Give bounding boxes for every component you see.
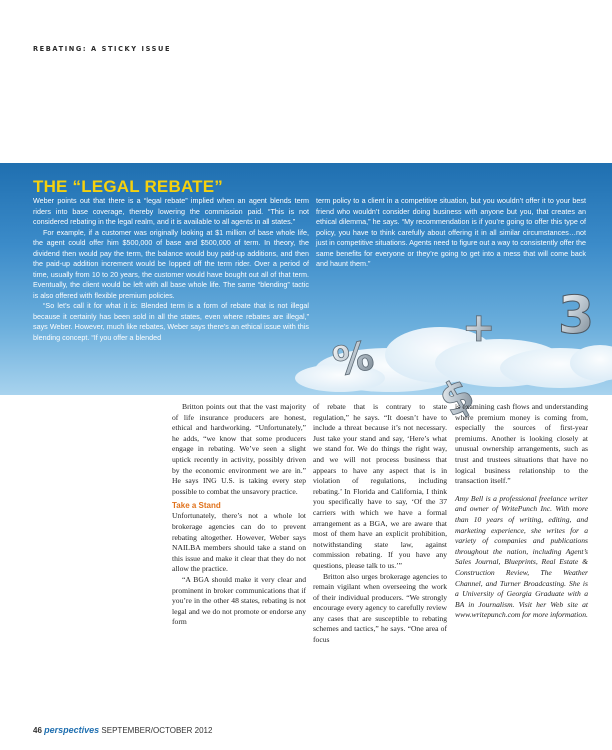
sidebar-paragraph: Weber points out that there is a “legal rebate” implied when an agent blends term riders into base coverage, thereby lowering the commission paid. “This is not considered rebating in the legal realm, and it is available to all agents in all states.” xyxy=(33,196,309,226)
dollar-symbol: $ xyxy=(431,368,484,428)
sidebar-paragraph: term policy to a client in a competitive situation, but you wouldn’t offer it to your best friend who wouldn’t consider doing business with anyone but you, that creates an ethical dilemma,” he says. “My recommendation is if you’re going to offer this type of policy, you have to think carefully about offering it in all similar circumstances…not just in competitive situations. Agents need to figure out a way to consistently offer the same benefits for everyone or they’re going to get into a mess that will come back and haunt them.” xyxy=(316,196,586,268)
body-paragraph: “A BGA should make it very clear and prominent in broker communications that if you’re in the other 48 states, rebating is not legal and we do not promote or endorse any form xyxy=(172,574,306,627)
author-bio: Amy Bell is a professional freelance writer and owner of WritePunch Inc. With more than 10 years of writing, editing, and marketing experience, she writes for a variety of companies and publications throughout the nation, including Agent’s Sales Journal, Blueprints, Real Estate & Construction Review, The Weather Channel, and Turner Broadcasting. She is a University of Georgia Graduate with a BA in Journalism. Visit her Web site at www.writepunch.com for more information. xyxy=(455,493,588,620)
sidebar-paragraph: “So let’s call it for what it is: Blended term is a form of rebate that is not illegal because it certainly has been sold in all the states, even where rebates are illegal,” says Weber. However, much like rebates, Weber says there’s an ethical issue with this blending concept. “If you offer a blended xyxy=(33,301,309,342)
body-paragraph: Britton also urges brokerage agencies to remain vigilant when overseeing the work of their individual producers. “We strongly encourage every agency to carefully review any cases that are susceptible to rebating schemes and tactics,” he says. “One area of focus xyxy=(313,571,447,645)
body-paragraph: Unfortunately, there’s not a whole lot brokerage agencies can do to prevent rebating altogether. However, Weber says NAILBA members should take a stand on this issue and make it clear that they do not allow the practice. xyxy=(172,511,306,574)
issue-date: SEPTEMBER/OCTOBER 2012 xyxy=(101,726,213,735)
subhead-take-a-stand: Take a Stand xyxy=(172,501,221,511)
sidebar-paragraph: For example, if a customer was originally looking at $1 million of base whole life, the agent could offer him $500,000 of base and $500,000 of term. In theory, the dividend then would pay the term, the balance would buy paid-up additions, and then the paid-up addition increment would be lopped off the term rider. Over a period of time, usually from 10 to 20 years, the customer would have bought out all of that term. Eventually, the client would be left with all base whole life. The same “blending” tactic is also offered with flexible premium policies. xyxy=(33,227,309,300)
body-column-2 xyxy=(313,402,447,646)
section-label: REBATING: A STICKY ISSUE xyxy=(33,45,172,53)
body-paragraph: is examining cash flows and understanding where premium money is coming from, especially the sources of first-year premiums. Another is looking closely at unusual ownership arrangements, such as trust and trustees situations that have no logical business relationship to the transaction itself.” xyxy=(455,402,588,486)
body-column-1 xyxy=(172,402,306,628)
three-symbol: 3 xyxy=(558,286,595,346)
percent-symbol: % xyxy=(329,332,378,386)
body-column-3 xyxy=(455,402,588,621)
page-footer xyxy=(33,725,212,735)
sidebar-column-2 xyxy=(316,196,586,270)
plus-symbol: + xyxy=(462,305,496,351)
sidebar-column-1 xyxy=(33,196,309,343)
body-paragraph: of rebate that is contrary to state regulation,” he says. “It doesn’t have to include a threat because it’s not necessary. Just take your stand and say, ‘Here’s what we stand for. We do things the right way, and we will not process business that appears to have any aspect that is in violation of regulations, including rebating.’ In Florida and California, I think you specifically have to say, ‘Of the 37 carriers with which we have a formal arrangement as a BGA, we are aware that most of them have an explicit prohibition, notwithstanding state law, against commission rebating. If you have any questions, please talk to us.’” xyxy=(313,402,447,570)
sidebar-title: THE “LEGAL REBATE” xyxy=(33,177,223,196)
body-paragraph: Britton points out that the vast majority of life insurance producers are honest, ethical and hardworking. “Unfortunately,” he adds, “we know that some producers engage in rebating. We’ve seen a slight uptick recently in activity, possibly driven by the economic environment we are in.” He says ING U.S. is taking every step possible to combat the unsavory practice. xyxy=(172,402,306,496)
magazine-name: perspectives xyxy=(44,725,100,735)
page-number: 46 xyxy=(33,726,42,735)
